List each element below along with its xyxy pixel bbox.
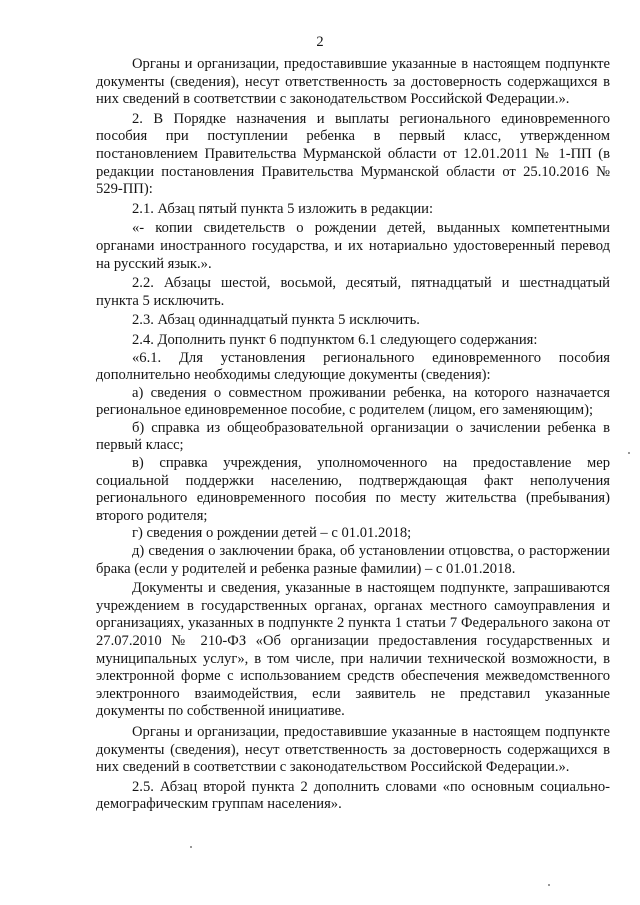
paragraph-13: д) сведения о заключении брака, об установлении отцовства, о расторжении брака (если у родителей и ребенка разные фамилии) – с 01.01.2018. <box>96 543 610 577</box>
document-body <box>96 56 610 814</box>
paragraph-7: 2.4. Дополнить пункт 6 подпунктом 6.1 следующего содержания: <box>132 331 538 348</box>
paragraph-3: 2.1. Абзац пятый пункта 5 изложить в редакции: <box>132 200 434 217</box>
paragraph-8: «6.1. Для установления регионального единовременного пособия дополнительно необходимы следующие документы (сведения): <box>96 349 610 384</box>
page-number: 2 <box>316 34 324 50</box>
paragraph-2: 2. В Порядке назначения и выплаты регионального единовременного пособия при поступлении ребенка в первый класс, утвержденном постановлением Правительства Мурманской области от 12.01.2011 № 1-ПП (в редакции постановления Правительства Мурманской области от 25.10.2016 № 529-ПП): <box>96 110 610 198</box>
paragraph-1: Органы и организации, предоставившие указанные в настоящем подпункте документы (сведения), несут ответственность за достоверность содержащихся в них сведений в соответствии с законодательством Российской Федерации.». <box>96 56 610 108</box>
scan-speck <box>628 452 630 454</box>
paragraph-14: Документы и сведения, указанные в настоящем подпункте, запрашиваются учреждением в государственных органах, органах местного самоуправления и организациях, указанных в подпункте 2 пункта 1 статьи 7 Федерального закона от 27.07.2010 № 210-ФЗ «Об организации предоставления государственных и муниципальных услуг», в том числе, при наличии технической возможности, в электронной форме с использованием средств обеспечения межведомственного электронного взаимодействия, если заявитель не представил указанные документы по собственной инициативе. <box>96 580 610 720</box>
paragraph-12: г) сведения о рождении детей – с 01.01.2018; <box>132 525 412 542</box>
paragraph-4: «- копии свидетельств о рождении детей, выданных компетентными органами иностранного государства, и их нотариально удостоверенный перевод на русский язык.». <box>96 220 610 272</box>
paragraph-16: 2.5. Абзац второй пункта 2 дополнить словами «по основным социально-демографическим группам населения». <box>96 778 610 813</box>
paragraph-10: б) справка из общеобразовательной организации о зачислении ребенка в первый класс; <box>96 419 610 454</box>
paragraph-5: 2.2. Абзацы шестой, восьмой, десятый, пятнадцатый и шестнадцатый пункта 5 исключить. <box>96 275 610 309</box>
scan-speck <box>548 884 550 886</box>
paragraph-9: а) сведения о совместном проживании ребенка, на которого назначается региональное единовременное пособие, с родителем (лицом, его заменяющим); <box>96 384 610 419</box>
paragraph-6: 2.3. Абзац одиннадцатый пункта 5 исключить. <box>132 312 420 329</box>
paragraph-15: Органы и организации, предоставившие указанные в настоящем подпункте документы (сведения), несут ответственность за достоверность содержащихся в них сведений в соответствии с законодательством Российской Федерации.». <box>96 723 610 776</box>
paragraph-11: в) справка учреждения, уполномоченного на предоставление мер социальной поддержки населению, подтверждающая факт неполучения регионального единовременного пособия по месту жительства (пребывания) второго родителя; <box>96 455 610 524</box>
scan-speck <box>190 846 192 848</box>
